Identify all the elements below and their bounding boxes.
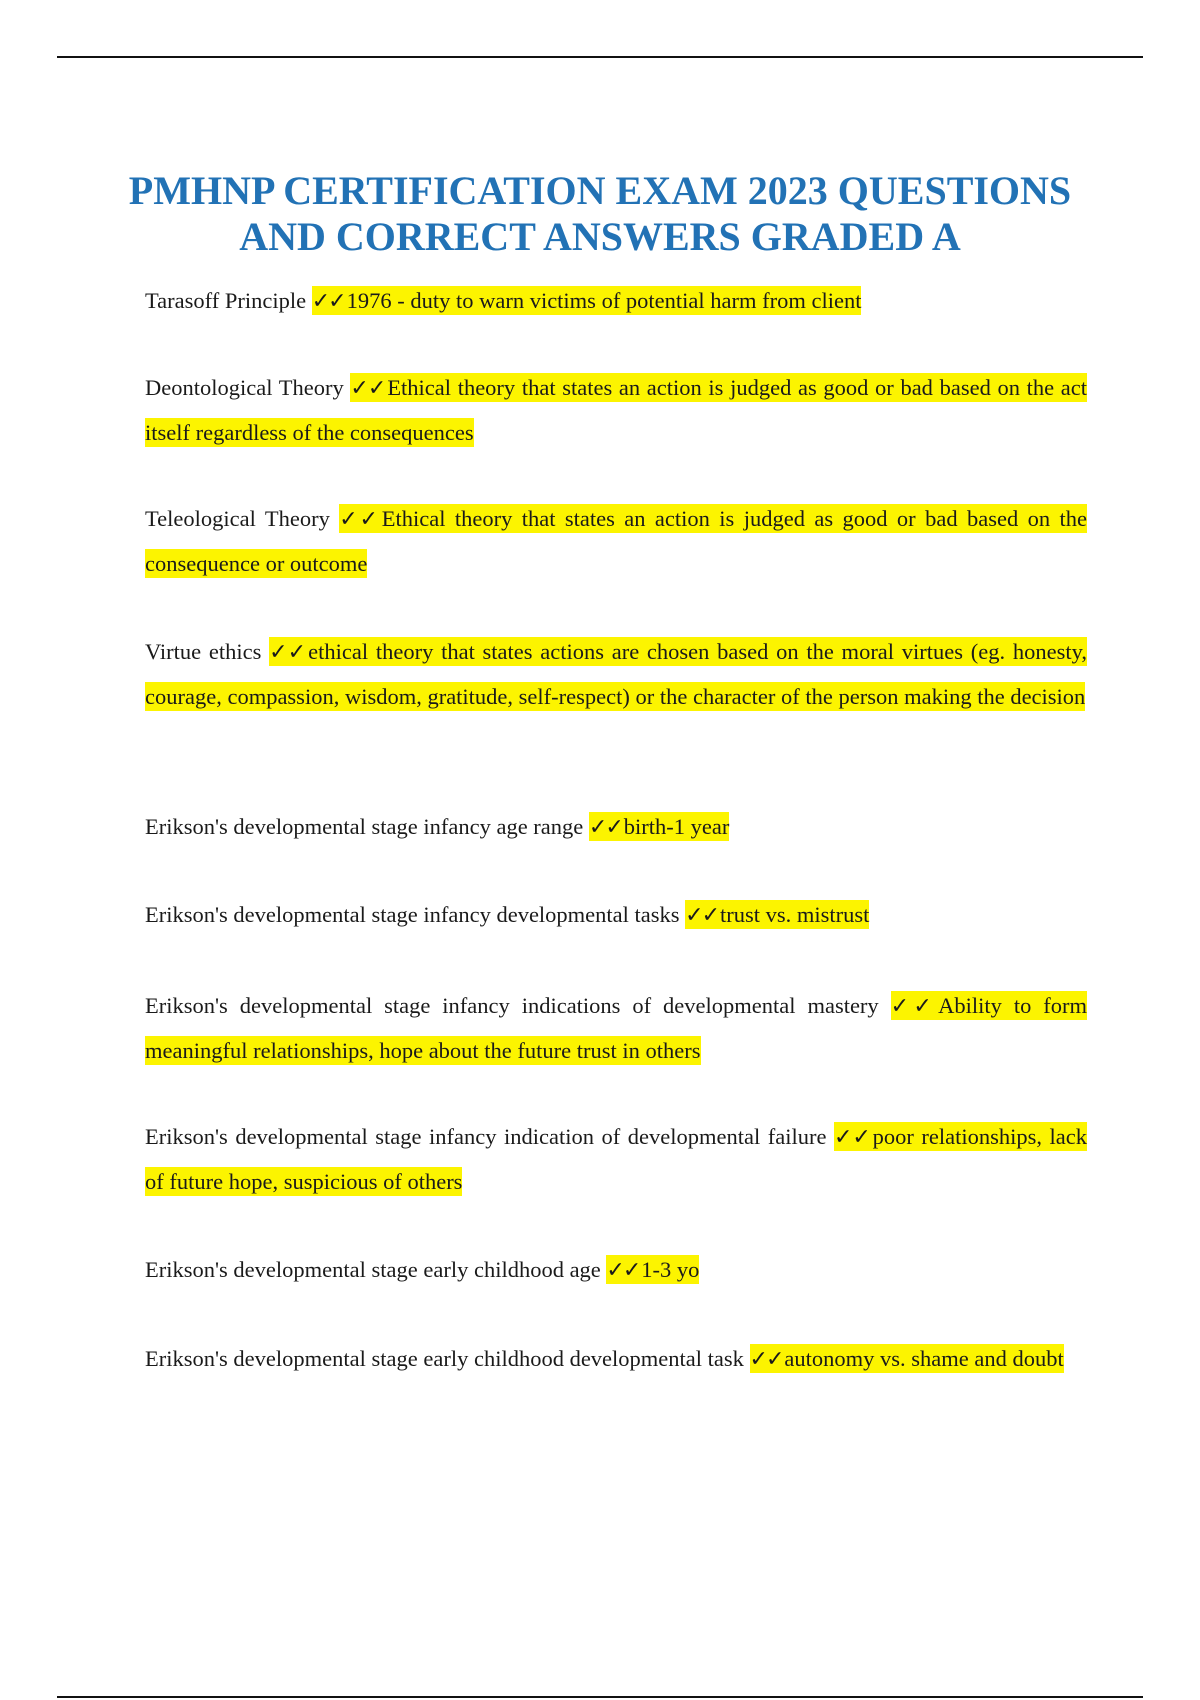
qa-term: Erikson's developmental stage infancy indications of developmental mastery — [145, 993, 879, 1018]
qa-item — [145, 1248, 1087, 1293]
qa-term: Erikson's developmental stage infancy indication of developmental failure — [145, 1124, 827, 1149]
top-rule — [57, 56, 1143, 58]
qa-item — [145, 805, 1087, 850]
qa-item — [145, 279, 1087, 324]
qa-answer — [145, 637, 1087, 711]
double-check-icon: ✓✓ — [685, 903, 719, 928]
qa-item — [145, 1115, 1087, 1204]
qa-item — [145, 893, 1087, 938]
double-check-icon: ✓✓ — [606, 1258, 640, 1283]
qa-answer-text: birth-1 year — [623, 814, 730, 839]
qa-answer-text: ethical theory that states actions are chosen based on the moral virtues (eg. honesty, courage, compassion, wisdom, gratitude, self-respect) or the character of the person making the decision — [145, 639, 1087, 709]
double-check-icon: ✓✓ — [588, 815, 622, 840]
qa-answer-text: poor relationships, lack of future hope, suspicious of others — [145, 1124, 1088, 1194]
double-check-icon: ✓✓ — [749, 1347, 783, 1372]
qa-term: Teleological Theory — [145, 506, 330, 531]
qa-item — [145, 366, 1087, 455]
double-check-icon: ✓✓ — [834, 1125, 871, 1150]
qa-answer — [685, 900, 869, 929]
double-check-icon: ✓✓ — [311, 289, 345, 314]
qa-item — [145, 984, 1087, 1073]
qa-answer — [606, 1255, 699, 1284]
qa-item — [145, 1337, 1087, 1382]
qa-term: Deontological Theory — [145, 375, 344, 400]
qa-answer-text: autonomy vs. shame and doubt — [784, 1346, 1064, 1371]
qa-term: Erikson's developmental stage infancy age range — [145, 814, 584, 839]
qa-term: Erikson's developmental stage early childhood developmental task — [145, 1346, 744, 1371]
qa-answer-text: 1976 - duty to warn victims of potential harm from client — [346, 288, 862, 313]
qa-answer-text: Ability to form meaningful relationships, hope about the future trust in others — [145, 993, 1088, 1063]
double-check-icon: ✓✓ — [269, 640, 307, 665]
qa-term: Erikson's developmental stage early childhood age — [145, 1257, 601, 1282]
qa-term: Tarasoff Principle — [145, 288, 307, 313]
qa-answer-text: Ethical theory that states an action is judged as good or bad based on the consequence or outcome — [145, 506, 1088, 576]
double-check-icon: ✓✓ — [339, 507, 380, 532]
qa-answer — [750, 1344, 1064, 1373]
double-check-icon: ✓✓ — [890, 994, 937, 1019]
qa-answer-text: 1-3 yo — [641, 1257, 700, 1282]
qa-answer-text: Ethical theory that states an action is judged as good or bad based on the act itself regardless of the consequences — [145, 375, 1088, 445]
qa-answer — [589, 812, 729, 841]
qa-answer-text: trust vs. mistrust — [720, 902, 870, 927]
qa-answer — [312, 286, 862, 315]
qa-item — [145, 497, 1087, 586]
qa-term: Virtue ethics — [145, 639, 262, 664]
qa-term: Erikson's developmental stage infancy developmental tasks — [145, 902, 680, 927]
double-check-icon: ✓✓ — [350, 376, 386, 401]
document-title: PMHNP CERTIFICATION EXAM 2023 QUESTIONS AND CORRECT ANSWERS GRADED A — [128, 168, 1072, 259]
qa-item — [145, 630, 1087, 719]
bottom-rule — [57, 1696, 1143, 1698]
